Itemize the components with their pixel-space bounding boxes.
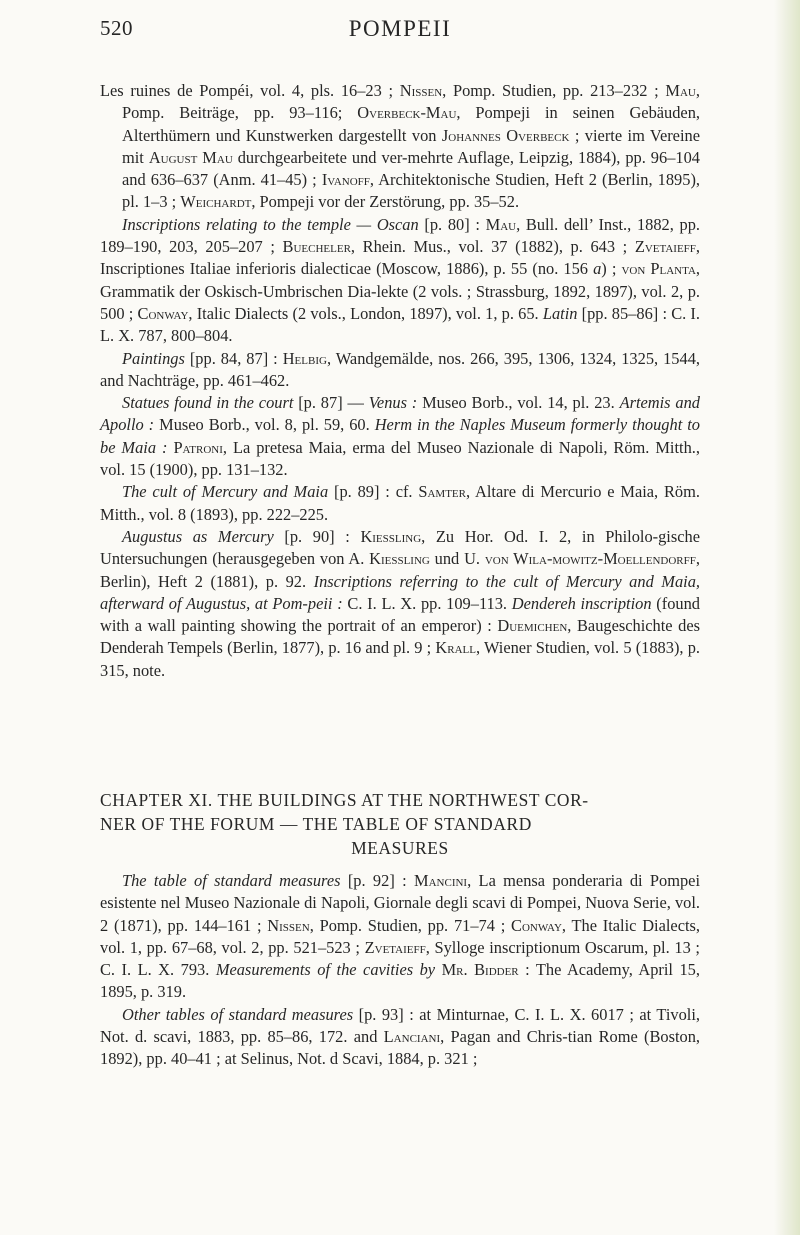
text-run: [p. 93] : at Minturnae, C. I. L. X. 6017 ; at Tivoli, Not. d. scavi, 1883, pp. 85–86, 172. and [100, 1004, 700, 1047]
chapter-heading-line-2: NER OF THE FORUM — THE TABLE OF STANDARD [100, 814, 532, 834]
text-run: ) ; [601, 259, 622, 279]
author-name: Mau [485, 214, 517, 234]
text-run: , Wiener Studien, vol. 5 (1883), p. 315, note. [100, 638, 700, 680]
text-run: [pp. 84, 87] : [184, 348, 283, 368]
text-run: , The Italic Dialects, vol. 1, pp. 67–68, vol. 2, pp. 521–523 ; [100, 915, 700, 957]
topic-title: The table of standard measures [122, 871, 341, 890]
text-run: [p. 87] — [293, 393, 369, 413]
author-name: Duemichen [497, 616, 568, 636]
text-run: durchgearbeitete und ver-mehrte Auflage, Leipzig, 1884), pp. 96–104 and 636–637 (Anm. 41–45) ; [122, 147, 700, 190]
author-name: Zvetaieff [634, 237, 696, 257]
text-run: , Pomp. Studien, pp. 213–232 ; [442, 81, 666, 100]
author-name: Mr. Bidder [441, 960, 519, 980]
author-name: Johannes Overbeck [441, 125, 570, 145]
text-run: , Pompeji vor der Zerstörung, pp. 35–52. [251, 192, 520, 212]
topic-title: The cult of Mercury and Maia [122, 482, 329, 502]
text-run: und U. [429, 549, 485, 569]
text-run: , Berlin), Heft 2 (1881), p. 92. [100, 549, 700, 591]
text-run: , Altare di Mercurio e Maia, Röm. Mitth., vol. 8 (1893), pp. 222–225. [100, 482, 700, 524]
bibliography-paragraph [100, 870, 700, 1004]
text-run: Les ruines de Pompéi, vol. 4, pls. 16–23 ; [100, 81, 400, 100]
topic-title: Herm in the Naples Museum formerly thought to be Maia : [100, 415, 700, 457]
running-title: POMPEII [348, 16, 452, 41]
text-run: , Italic Dialects (2 vols., London, 1897), vol. 1, p. 65. [188, 303, 543, 323]
topic-title: Inscriptions relating to the temple — Oscan [122, 214, 419, 234]
topic-title: Statues found in the court [122, 393, 294, 413]
topic-title: Latin [542, 303, 578, 323]
bibliography-block-top [100, 80, 700, 682]
bibliography-paragraph [100, 526, 700, 682]
author-name: August Mau [148, 147, 233, 167]
text-run: , La mensa ponderaria di Pompei esistente nel Museo Nazionale di Napoli, Giornale degli scavi di Pompei, Nuova Serie, vol. 2 (1871), pp. 144–161 ; [100, 871, 701, 935]
text-run: C. I. L. X. pp. 109–113. [342, 593, 512, 613]
text-run: , Zu Hor. Od. I. 2, in Philolo-gische Untersuchungen (herausgegeben von A. [100, 526, 700, 569]
bibliography-paragraph [100, 481, 700, 526]
page-header [100, 16, 700, 56]
text-run: , Wandgemälde, nos. 266, 395, 1306, 1324, 1325, 1544, and Nachträge, pp. 461–462. [100, 348, 700, 390]
topic-title: Augustus as Mercury [122, 526, 274, 546]
bibliography-block-bottom [100, 870, 700, 1071]
author-name: Buecheler [282, 237, 351, 257]
chapter-heading [100, 788, 700, 860]
author-name: Nissen [399, 81, 443, 100]
author-name: Samter [418, 482, 466, 502]
topic-title: Artemis and Apollo : [100, 393, 700, 435]
text-run: Museo Borb., vol. 14, pl. 23. [417, 393, 620, 413]
text-run: , Pomp. Beiträge, pp. 93–116; [122, 81, 700, 123]
chapter-heading-line-3: MEASURES [351, 838, 449, 858]
bibliography-paragraph [100, 214, 700, 348]
text-run: : The Academy, April 15, 1895, p. 319. [100, 960, 700, 1002]
text-run: [pp. 85–86] : C. I. L. X. 787, 800–804. [100, 303, 700, 346]
author-name: Kiessling [360, 526, 422, 546]
author-name: Ivanoff [321, 170, 370, 190]
author-name: Mau [665, 81, 696, 100]
page-edge-shadow [774, 0, 800, 1235]
topic-title: Paintings [122, 348, 185, 368]
text-run: , La pretesa Maia, erma del Museo Nazionale di Napoli, Röm. Mitth., vol. 15 (1900), pp. 131–132. [100, 437, 700, 480]
author-name: Conway [137, 303, 189, 323]
text-run: , Pomp. Studien, pp. 71–74 ; [309, 915, 512, 935]
author-name: Krall [435, 638, 476, 658]
text-run: , Bull. dell’ Inst., 1882, pp. 189–190, 203, 205–207 ; [100, 214, 701, 257]
text-run: , Inscriptiones Italiae inferioris dialecticae (Moscow, 1886), p. 55 (no. 156 [100, 237, 701, 279]
bibliography-paragraph [100, 80, 700, 214]
text-run: [p. 90] : [273, 526, 361, 546]
author-name: von Planta [621, 259, 696, 279]
text-run: , Grammatik der Oskisch-Umbrischen Dia-lekte (2 vols. ; Strassburg, 1892, 1897), vol. 2, p. 500 ; [100, 259, 700, 323]
bibliography-paragraph [100, 348, 700, 393]
author-name: Zvetaieff [364, 937, 426, 957]
author-name: Overbeck-Mau [357, 103, 457, 123]
author-name: Lanciani [383, 1027, 441, 1047]
topic-title: a [593, 259, 602, 279]
bibliography-paragraph [100, 392, 700, 481]
text-run: [p. 92] : [340, 871, 415, 890]
text-run: , Baugeschichte des Denderah Tempels (Berlin, 1877), p. 16 and pl. 9 ; [100, 616, 700, 658]
topic-title: Other tables of standard measures [122, 1004, 354, 1024]
author-name: Patroni [173, 437, 223, 457]
text-run: , Sylloge inscriptionum Oscarum, pl. 13 ; C. I. L. X. 793. [100, 937, 700, 980]
text-run: Museo Borb., vol. 8, pl. 59, 60. [154, 415, 375, 435]
text-run: ; vierte im Vereine mit [122, 125, 700, 167]
chapter-heading-line-1: CHAPTER XI. THE BUILDINGS AT THE NORTHWEST COR- [100, 790, 589, 810]
author-name: von Wila-mowitz-Moellendorff [484, 549, 696, 569]
bibliography-paragraph [100, 1004, 700, 1071]
text-run: (found with a wall painting showing the portrait of an emperor) : [100, 593, 700, 636]
author-name: Weichardt [180, 192, 252, 212]
topic-title: Dendereh inscription [511, 593, 652, 613]
author-name: Nissen [267, 915, 310, 935]
text-run: , Architektonische Studien, Heft 2 (Berlin, 1895), pl. 1–3 ; [122, 170, 700, 212]
text-run: , Pompeji in seinen Gebäuden, Alterthümern und Kunstwerken dargestellt von [122, 103, 700, 145]
text-run: [p. 80] : [418, 214, 486, 234]
text-run: , Rhein. Mus., vol. 37 (1882), p. 643 ; [350, 237, 635, 257]
topic-title: Venus : [368, 393, 418, 413]
author-name: Mancini [414, 871, 468, 890]
page-number: 520 [100, 16, 133, 40]
text-run: [p. 89] : cf. [328, 482, 419, 502]
text-run: , Pagan and Chris-tian Rome (Boston, 1892), pp. 40–41 ; at Selinus, Not. d Scavi, 1884, p. 321 ; [100, 1027, 700, 1069]
author-name: Helbig [282, 348, 327, 368]
author-name: Conway [511, 915, 562, 935]
topic-title: Measurements of the cavities by [215, 960, 436, 980]
author-name: Kiessling [369, 549, 430, 569]
topic-title: Inscriptions referring to the cult of Mercury and Maia, afterward of Augustus, at Pom-peii : [100, 571, 700, 613]
